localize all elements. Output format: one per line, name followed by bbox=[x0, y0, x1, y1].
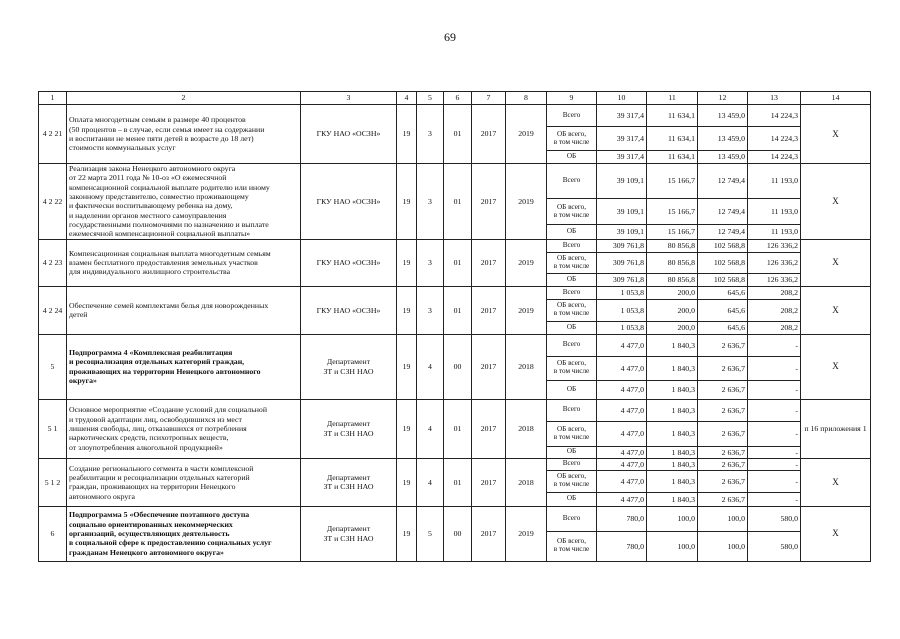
amount-year-3: - bbox=[748, 458, 801, 470]
activity-description-line: Реализация закона Ненецкого автономного округа bbox=[69, 164, 236, 173]
column-number-2: 2 bbox=[67, 92, 301, 105]
column-numbers-row bbox=[39, 92, 871, 105]
funding-source-line: ОБ bbox=[566, 152, 577, 161]
amount-year-1: 1 840,3 bbox=[647, 446, 698, 458]
amount-year-2: 12 749,4 bbox=[698, 164, 748, 199]
amount-year-3: - bbox=[748, 399, 801, 421]
funding-source bbox=[547, 164, 597, 199]
code-col-5: 4 bbox=[417, 399, 444, 458]
code-col-4: 19 bbox=[397, 399, 417, 458]
code-col-5: 5 bbox=[417, 506, 444, 561]
code-col-5: 3 bbox=[417, 105, 444, 164]
funding-source-line: ОБ всего, bbox=[556, 129, 587, 138]
amount-year-3: - bbox=[748, 492, 801, 506]
executor-line: Департамент bbox=[326, 357, 371, 367]
funding-source-line: ОБ bbox=[566, 274, 577, 283]
executor-line: ГКУ НАО «ОСЗН» bbox=[316, 258, 381, 268]
amount-total: 1 053,8 bbox=[597, 321, 647, 334]
funding-source bbox=[547, 421, 597, 446]
activity-description-line: для индивидуального жилищного строительства bbox=[69, 267, 231, 277]
amount-year-1: 11 634,1 bbox=[647, 151, 698, 164]
amount-total: 309 761,8 bbox=[597, 239, 647, 252]
funding-source-line: Всего bbox=[562, 513, 581, 522]
table-row bbox=[39, 399, 871, 421]
amount-year-1: 200,0 bbox=[647, 286, 698, 299]
end-year: 2018 bbox=[506, 399, 547, 458]
table-body bbox=[39, 92, 871, 562]
start-year: 2017 bbox=[472, 239, 506, 286]
amount-year-3: 208,2 bbox=[748, 299, 801, 321]
funding-source-line: ОБ всего, bbox=[556, 424, 587, 433]
table-row bbox=[39, 105, 871, 127]
amount-year-3: - bbox=[748, 380, 801, 399]
column-number-9: 9 bbox=[547, 92, 597, 105]
amount-year-2: 645,6 bbox=[698, 299, 748, 321]
amount-year-2: 100,0 bbox=[698, 506, 748, 531]
amount-year-2: 2 636,7 bbox=[698, 492, 748, 506]
code-col-6: 01 bbox=[444, 105, 472, 164]
activity-description-line: стоимости коммунальных услуг bbox=[69, 143, 176, 153]
funding-source bbox=[547, 458, 597, 470]
funding-source bbox=[547, 321, 597, 334]
activity-description-line: граждан, проживающих на территории Ненецкого bbox=[69, 482, 236, 492]
amount-year-3: 126 336,2 bbox=[748, 252, 801, 273]
row-number: 4 2 21 bbox=[39, 105, 67, 164]
activity-description bbox=[67, 506, 301, 561]
row-number: 5 1 bbox=[39, 399, 67, 458]
amount-year-2: 100,0 bbox=[698, 531, 748, 561]
funding-source-line: в том числе bbox=[553, 210, 590, 219]
amount-year-1: 1 840,3 bbox=[647, 399, 698, 421]
amount-total: 39 109,1 bbox=[597, 198, 647, 225]
activity-description-line: наркотических средств, психотропных веществ, bbox=[69, 433, 229, 443]
amount-total: 309 761,8 bbox=[597, 273, 647, 286]
activity-description-line: (50 процентов – в случае, если семья имеет на содержании bbox=[69, 124, 265, 134]
code-col-4: 19 bbox=[397, 105, 417, 164]
funding-source bbox=[547, 531, 597, 561]
program-table bbox=[38, 91, 871, 562]
amount-year-3: 580,0 bbox=[748, 531, 801, 561]
amount-year-1: 15 166,7 bbox=[647, 225, 698, 239]
executor-line: ГКУ НАО «ОСЗН» bbox=[316, 305, 381, 315]
amount-year-3: - bbox=[748, 356, 801, 380]
amount-total: 39 109,1 bbox=[597, 225, 647, 239]
activity-description-line: гражданам Ненецкого автономного округа» bbox=[69, 547, 224, 557]
result-indicator: Х bbox=[801, 334, 871, 399]
row-number: 4 2 24 bbox=[39, 286, 67, 334]
funding-source-line: в том числе bbox=[553, 137, 590, 146]
table-row bbox=[39, 506, 871, 531]
start-year: 2017 bbox=[472, 506, 506, 561]
amount-total: 4 477,0 bbox=[597, 334, 647, 356]
amount-year-1: 1 840,3 bbox=[647, 334, 698, 356]
executor-line: ЗТ и СЗН НАО bbox=[323, 428, 374, 438]
funding-source-line: ОБ всего, bbox=[556, 472, 587, 481]
column-number-13: 13 bbox=[748, 92, 801, 105]
funding-source bbox=[547, 239, 597, 252]
amount-year-3: - bbox=[748, 334, 801, 356]
funding-source bbox=[547, 127, 597, 151]
end-year: 2019 bbox=[506, 239, 547, 286]
code-col-6: 01 bbox=[444, 286, 472, 334]
row-number: 5 1 2 bbox=[39, 458, 67, 506]
amount-year-3: 126 336,2 bbox=[748, 273, 801, 286]
funding-source bbox=[547, 470, 597, 492]
funding-source bbox=[547, 105, 597, 127]
executor bbox=[301, 458, 397, 506]
amount-year-2: 2 636,7 bbox=[698, 399, 748, 421]
start-year: 2017 bbox=[472, 286, 506, 334]
activity-description-line: и фактически воспитывающему ребенка на дому, bbox=[69, 201, 233, 211]
activity-description-line: взамен бесплатного предоставления земельных участков bbox=[69, 258, 258, 268]
executor bbox=[301, 164, 397, 240]
amount-total: 39 109,1 bbox=[597, 164, 647, 199]
funding-source bbox=[547, 299, 597, 321]
amount-year-1: 11 634,1 bbox=[647, 127, 698, 151]
amount-year-2: 12 749,4 bbox=[698, 198, 748, 225]
activity-description-line: Основное мероприятие «Создание условий для социальной bbox=[69, 405, 267, 415]
amount-year-2: 13 459,0 bbox=[698, 105, 748, 127]
funding-source-line: Всего bbox=[562, 240, 581, 249]
activity-description-line: в социальной сфере к предоставлению социальных услуг bbox=[69, 538, 272, 548]
end-year: 2019 bbox=[506, 286, 547, 334]
amount-year-3: 208,2 bbox=[748, 286, 801, 299]
funding-source-line: Всего bbox=[562, 287, 581, 296]
table-row bbox=[39, 458, 871, 470]
column-number-3: 3 bbox=[301, 92, 397, 105]
executor bbox=[301, 506, 397, 561]
amount-year-2: 13 459,0 bbox=[698, 151, 748, 164]
funding-source bbox=[547, 225, 597, 239]
activity-description-line: Подпрограмма 5 «Обеспечение поэтапного доступа bbox=[69, 510, 250, 520]
funding-source-line: в том числе bbox=[553, 545, 590, 554]
amount-year-1: 1 840,3 bbox=[647, 458, 698, 470]
amount-year-1: 1 840,3 bbox=[647, 421, 698, 446]
executor-line: ЗТ и СЗН НАО bbox=[323, 482, 374, 492]
table-row bbox=[39, 164, 871, 199]
amount-year-2: 2 636,7 bbox=[698, 334, 748, 356]
funding-source bbox=[547, 151, 597, 164]
code-col-4: 19 bbox=[397, 334, 417, 399]
code-col-5: 3 bbox=[417, 286, 444, 334]
amount-year-3: 14 224,3 bbox=[748, 151, 801, 164]
amount-year-3: - bbox=[748, 446, 801, 458]
activity-description-line: и трудовой адаптации лиц, освободившихся из мест bbox=[69, 414, 242, 424]
executor-line: ГКУ НАО «ОСЗН» bbox=[316, 196, 381, 206]
amount-year-2: 12 749,4 bbox=[698, 225, 748, 239]
column-number-10: 10 bbox=[597, 92, 647, 105]
funding-source-line: Всего bbox=[562, 340, 581, 349]
amount-year-1: 11 634,1 bbox=[647, 105, 698, 127]
executor bbox=[301, 239, 397, 286]
funding-source bbox=[547, 380, 597, 399]
activity-description-line: социально ориентированных некоммерческих bbox=[69, 519, 233, 529]
funding-source bbox=[547, 252, 597, 273]
activity-description bbox=[67, 286, 301, 334]
activity-description-line: ежемесячной компенсационной социальной выплаты» bbox=[69, 229, 251, 239]
column-number-12: 12 bbox=[698, 92, 748, 105]
code-col-6: 01 bbox=[444, 399, 472, 458]
amount-year-2: 2 636,7 bbox=[698, 380, 748, 399]
amount-total: 780,0 bbox=[597, 531, 647, 561]
result-indicator: п 16 приложения 1 bbox=[801, 399, 871, 458]
column-number-8: 8 bbox=[506, 92, 547, 105]
amount-year-1: 1 840,3 bbox=[647, 470, 698, 492]
amount-total: 4 477,0 bbox=[597, 492, 647, 506]
activity-description-line: Подпрограмма 4 «Комплексная реабилитация bbox=[69, 348, 233, 358]
amount-total: 39 317,4 bbox=[597, 151, 647, 164]
amount-total: 4 477,0 bbox=[597, 380, 647, 399]
amount-year-2: 2 636,7 bbox=[698, 458, 748, 470]
column-number-1: 1 bbox=[39, 92, 67, 105]
activity-description-line: от злоупотребления алкогольной продукцией» bbox=[69, 442, 223, 452]
executor-line: Департамент bbox=[326, 524, 371, 534]
result-indicator: Х bbox=[801, 286, 871, 334]
amount-year-2: 102 568,8 bbox=[698, 273, 748, 286]
funding-source-line: ОБ всего, bbox=[556, 359, 587, 368]
funding-source-line: Всего bbox=[562, 110, 581, 119]
code-col-6: 00 bbox=[444, 334, 472, 399]
funding-source-line: в том числе bbox=[553, 367, 590, 376]
activity-description-line: от 22 марта 2011 года № 10-оз «О ежемесячной bbox=[69, 173, 227, 183]
activity-description bbox=[67, 334, 301, 399]
activity-description bbox=[67, 399, 301, 458]
column-number-5: 5 bbox=[417, 92, 444, 105]
amount-year-3: 11 193,0 bbox=[748, 164, 801, 199]
funding-source-line: ОБ bbox=[566, 322, 577, 331]
activity-description-line: Создание регионального сегмента в части комплексной bbox=[69, 463, 254, 473]
page-number: 69 bbox=[444, 30, 456, 44]
activity-description-line: проживающих на территории Ненецкого автономного bbox=[69, 366, 261, 376]
column-number-7: 7 bbox=[472, 92, 506, 105]
funding-source bbox=[547, 492, 597, 506]
amount-year-3: 126 336,2 bbox=[748, 239, 801, 252]
row-number: 4 2 23 bbox=[39, 239, 67, 286]
end-year: 2019 bbox=[506, 164, 547, 240]
funding-source-line: в том числе bbox=[553, 309, 590, 318]
amount-total: 4 477,0 bbox=[597, 421, 647, 446]
code-col-4: 19 bbox=[397, 164, 417, 240]
amount-year-1: 200,0 bbox=[647, 321, 698, 334]
funding-source bbox=[547, 198, 597, 225]
amount-year-2: 2 636,7 bbox=[698, 446, 748, 458]
amount-year-3: 11 193,0 bbox=[748, 225, 801, 239]
funding-source-line: Всего bbox=[562, 405, 581, 414]
amount-total: 4 477,0 bbox=[597, 470, 647, 492]
funding-source-line: ОБ всего, bbox=[556, 301, 587, 310]
activity-description-line: Оплата многодетным семьям в размере 40 процентов bbox=[69, 115, 246, 125]
funding-source-line: ОБ bbox=[566, 384, 577, 393]
amount-year-1: 80 856,8 bbox=[647, 273, 698, 286]
activity-description-line: и ресоциализация отдельных категорий граждан, bbox=[69, 357, 245, 367]
code-col-5: 4 bbox=[417, 334, 444, 399]
end-year: 2018 bbox=[506, 334, 547, 399]
amount-total: 4 477,0 bbox=[597, 458, 647, 470]
amount-total: 39 317,4 bbox=[597, 105, 647, 127]
activity-description-line: и воспитании не менее пяти детей в возрасте до 18 лет) bbox=[69, 134, 254, 143]
funding-source-line: ОБ всего, bbox=[556, 253, 587, 262]
activity-description bbox=[67, 164, 301, 240]
activity-description-line: компенсационной социальной выплате родителю или иному bbox=[69, 182, 270, 192]
activity-description-line: законному представителю, совместно проживающему bbox=[69, 192, 249, 202]
executor-line: ЗТ и СЗН НАО bbox=[323, 366, 374, 376]
code-col-4: 19 bbox=[397, 506, 417, 561]
amount-year-3: - bbox=[748, 470, 801, 492]
funding-source-line: ОБ всего, bbox=[556, 537, 587, 546]
amount-year-2: 645,6 bbox=[698, 286, 748, 299]
activity-description-line: Обеспечение семей комплектами белья для новорожденных bbox=[69, 300, 269, 310]
result-indicator: Х bbox=[801, 105, 871, 164]
amount-year-2: 102 568,8 bbox=[698, 239, 748, 252]
result-indicator: Х bbox=[801, 239, 871, 286]
amount-year-2: 13 459,0 bbox=[698, 127, 748, 151]
result-indicator: Х bbox=[801, 458, 871, 506]
activity-description bbox=[67, 458, 301, 506]
table-row bbox=[39, 286, 871, 299]
amount-year-2: 2 636,7 bbox=[698, 470, 748, 492]
code-col-5: 4 bbox=[417, 458, 444, 506]
end-year: 2018 bbox=[506, 458, 547, 506]
amount-year-1: 1 840,3 bbox=[647, 380, 698, 399]
funding-source-line: в том числе bbox=[553, 480, 590, 489]
funding-source bbox=[547, 356, 597, 380]
amount-total: 4 477,0 bbox=[597, 446, 647, 458]
table-row bbox=[39, 334, 871, 356]
table-row bbox=[39, 239, 871, 252]
row-number: 6 bbox=[39, 506, 67, 561]
column-number-4: 4 bbox=[397, 92, 417, 105]
activity-description-line: детей bbox=[69, 310, 88, 320]
funding-source-line: Всего bbox=[562, 459, 581, 468]
end-year: 2019 bbox=[506, 506, 547, 561]
amount-total: 4 477,0 bbox=[597, 356, 647, 380]
amount-total: 39 317,4 bbox=[597, 127, 647, 151]
funding-source-line: ОБ всего, bbox=[556, 202, 587, 211]
amount-year-2: 2 636,7 bbox=[698, 356, 748, 380]
activity-description-line: автономного округа bbox=[69, 491, 135, 501]
activity-description-line: реабилитации и ресоциализации отдельных категорий bbox=[69, 472, 250, 482]
amount-year-3: 580,0 bbox=[748, 506, 801, 531]
code-col-6: 01 bbox=[444, 239, 472, 286]
amount-year-1: 100,0 bbox=[647, 531, 698, 561]
executor-line: Департамент bbox=[326, 472, 371, 482]
executor-line: ЗТ и СЗН НАО bbox=[323, 533, 374, 543]
start-year: 2017 bbox=[472, 458, 506, 506]
activity-description-line: Компенсационная социальная выплата многодетным семьям bbox=[69, 248, 271, 258]
funding-source bbox=[547, 506, 597, 531]
amount-year-3: 11 193,0 bbox=[748, 198, 801, 225]
code-col-4: 19 bbox=[397, 239, 417, 286]
start-year: 2017 bbox=[472, 334, 506, 399]
amount-total: 780,0 bbox=[597, 506, 647, 531]
activity-description-line: государственными полномочиями по назначению и выплате bbox=[69, 220, 269, 230]
amount-year-3: - bbox=[748, 421, 801, 446]
executor bbox=[301, 399, 397, 458]
amount-year-1: 80 856,8 bbox=[647, 239, 698, 252]
amount-total: 309 761,8 bbox=[597, 252, 647, 273]
start-year: 2017 bbox=[472, 399, 506, 458]
amount-year-1: 15 166,7 bbox=[647, 198, 698, 225]
amount-year-1: 1 840,3 bbox=[647, 492, 698, 506]
amount-year-2: 102 568,8 bbox=[698, 252, 748, 273]
amount-year-1: 100,0 bbox=[647, 506, 698, 531]
amount-year-1: 80 856,8 bbox=[647, 252, 698, 273]
code-col-6: 01 bbox=[444, 164, 472, 240]
executor-line: ГКУ НАО «ОСЗН» bbox=[316, 129, 381, 139]
amount-year-2: 645,6 bbox=[698, 321, 748, 334]
code-col-5: 3 bbox=[417, 239, 444, 286]
code-col-4: 19 bbox=[397, 286, 417, 334]
result-indicator: Х bbox=[801, 506, 871, 561]
code-col-5: 3 bbox=[417, 164, 444, 240]
column-number-14: 14 bbox=[801, 92, 871, 105]
executor bbox=[301, 105, 397, 164]
amount-total: 1 053,8 bbox=[597, 299, 647, 321]
activity-description-line: лишения свободы, лиц, отказавшихся от потребления bbox=[69, 424, 247, 434]
start-year: 2017 bbox=[472, 105, 506, 164]
amount-year-1: 15 166,7 bbox=[647, 164, 698, 199]
activity-description bbox=[67, 105, 301, 164]
code-col-4: 19 bbox=[397, 458, 417, 506]
column-number-6: 6 bbox=[444, 92, 472, 105]
funding-source-line: ОБ bbox=[566, 494, 577, 503]
amount-year-1: 1 840,3 bbox=[647, 356, 698, 380]
activity-description-line: округа» bbox=[69, 376, 97, 386]
row-number: 4 2 22 bbox=[39, 164, 67, 240]
activity-description-line: организаций, осуществляющих деятельность bbox=[69, 529, 230, 539]
amount-year-3: 208,2 bbox=[748, 321, 801, 334]
column-number-11: 11 bbox=[647, 92, 698, 105]
funding-source bbox=[547, 334, 597, 356]
amount-total: 4 477,0 bbox=[597, 399, 647, 421]
amount-year-3: 14 224,3 bbox=[748, 127, 801, 151]
start-year: 2017 bbox=[472, 164, 506, 240]
funding-source-line: в том числе bbox=[553, 432, 590, 441]
funding-source-line: ОБ bbox=[566, 227, 577, 236]
funding-source-line: в том числе bbox=[553, 261, 590, 270]
funding-source bbox=[547, 446, 597, 458]
funding-source bbox=[547, 273, 597, 286]
funding-source bbox=[547, 399, 597, 421]
executor-line: Департамент bbox=[326, 419, 371, 429]
activity-description-line: и наделении органов местного самоуправления bbox=[69, 210, 227, 220]
end-year: 2019 bbox=[506, 105, 547, 164]
result-indicator: Х bbox=[801, 164, 871, 240]
funding-source bbox=[547, 286, 597, 299]
code-col-6: 00 bbox=[444, 506, 472, 561]
amount-year-3: 14 224,3 bbox=[748, 105, 801, 127]
funding-source-line: Всего bbox=[562, 175, 581, 184]
amount-year-1: 200,0 bbox=[647, 299, 698, 321]
activity-description bbox=[67, 239, 301, 286]
amount-total: 1 053,8 bbox=[597, 286, 647, 299]
row-number: 5 bbox=[39, 334, 67, 399]
amount-year-2: 2 636,7 bbox=[698, 421, 748, 446]
code-col-6: 01 bbox=[444, 458, 472, 506]
executor bbox=[301, 334, 397, 399]
executor bbox=[301, 286, 397, 334]
funding-source-line: ОБ bbox=[566, 447, 577, 456]
